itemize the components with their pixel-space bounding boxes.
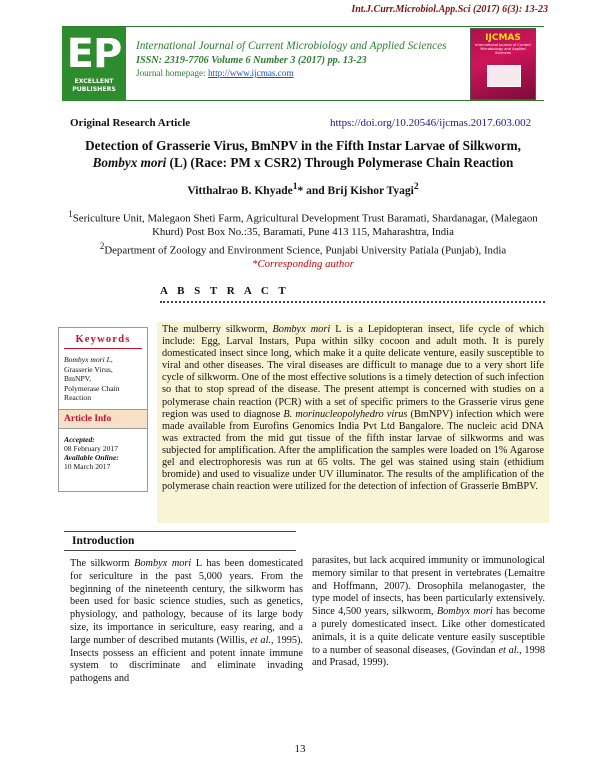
- journal-homepage: [136, 68, 456, 78]
- available-online-date: 10 March 2017: [64, 461, 111, 471]
- authors-and: and: [303, 184, 328, 197]
- affiliation-2-text: Department of Zoology and Environment Science, Punjabi University Patiala (Punjab), India: [104, 244, 507, 257]
- affiliation-2: [64, 240, 542, 258]
- available-online-label: Available Online:: [64, 452, 119, 462]
- title-species: Bombyx mori: [92, 155, 167, 170]
- authors: [64, 181, 542, 197]
- affiliation-1-text: Sericulture Unit, Malegaon Sheti Farm, Agricultural Development Trust Baramati, Shardanagar, (Malegaon Khurd) Post Box No.:35, Baramati, Pune 413 115, Maharashtra, India: [72, 212, 538, 239]
- article-type: Original Research Article: [70, 117, 191, 129]
- author-2-affil: 2: [413, 181, 419, 192]
- keyword-item: Grasserie Virus,: [64, 364, 113, 374]
- author-1-corresponding-mark: *: [297, 184, 304, 197]
- journal-name: International Journal of Current Microbiology and Applied Sciences: [136, 40, 447, 52]
- keywords-box: [58, 327, 148, 409]
- accepted-label: Accepted:: [64, 434, 95, 444]
- cover-title: IJCMAS: [485, 33, 521, 43]
- article-info-body: [58, 429, 148, 492]
- author-1: Vitthalrao B. Khyade: [187, 184, 293, 197]
- homepage-label: Journal homepage:: [136, 68, 208, 78]
- cover-image: [487, 65, 521, 87]
- running-head: Int.J.Curr.Microbiol.App.Sci (2017) 6(3): 13-23: [351, 4, 548, 15]
- keywords-list: [64, 355, 142, 403]
- title-line2: (L) (Race: PM x CSR2) Through Polymerase Chain Reaction: [166, 155, 514, 170]
- keyword-item: Reaction: [64, 393, 91, 403]
- journal-cover-thumbnail: [470, 28, 536, 100]
- logo-mark: EP: [66, 31, 122, 77]
- author-1-affil: 1: [292, 181, 298, 192]
- affiliation-1-num: 1: [68, 209, 73, 219]
- keyword-item: Bombyx mori L,: [64, 355, 113, 364]
- affiliation-1: [64, 208, 542, 240]
- keywords-title: Keywords: [64, 330, 142, 349]
- doi: [330, 117, 531, 129]
- doi-link[interactable]: https://doi.org/10.20546/ijcmas.2017.603.002: [330, 117, 532, 129]
- abstract-heading: A B S T R A C T: [160, 285, 545, 303]
- intro-column-left: The silkworm Bombyx mori L has been domesticated for sericulture in the past 5,000 years. From the beginning of the nineteenth century, the silkworm has been used for basic science studies, such as genetics, physiology, and pathology, because of its large body size, its importance in sericulture, easy rearing, and a large number of described mutants (Willis, et al., 1995). Insects possess an efficient and potent innate immune system to discriminate and eliminate invading pathogens and: [70, 558, 304, 685]
- article-title: [64, 137, 542, 171]
- page-number: 13: [294, 743, 306, 755]
- abstract-body: The mulberry silkworm, Bombyx mori L is a Lepidopteran insect, life cycle of which include: Egg, Larval Instars, Pupa within silky cocoon and adult moth. It is purely domesticated insect since long, which make it a quite delicate venture, easily susceptible to viral and other diseases. The viral diseases are difficult to manage due to a very short life cycle of silkworm. One of the most effective solutions is a timely detection of such infection so that to stop spread of the disease. The present attempt is concerned with studies on a polymerase chain reaction (PCR) with a set of specific primers to the Grasserie virus gene region was used to diagnose B. morinucleopolyhedro virus (BmNPV) infection which were made available from Eurofins Genomics India Pvt Ltd Bangalore. The nucleic acid DNA was extracted from the mid gut tissue of the fifth instar larvae of silkworms and was subjected for amplification. After the amplification the samples were loaded on 1% Agarose gel and electrophoresis was run at 65 volts. The gel was stained using stain (ethidium bromide) and used to visualize under UV illuminator. The results of the amplification of the polymerase chain reaction were utilized for the detection of infection of Grasserie BmBPV.: [157, 322, 549, 523]
- keyword-item: Polymerase Chain: [64, 383, 120, 393]
- affiliations: [64, 208, 542, 271]
- issn-line: ISSN: 2319-7706 Volume 6 Number 3 (2017) pp. 13-23: [136, 55, 367, 66]
- article-info-title: Article Info: [58, 409, 148, 429]
- affiliation-2-num: 2: [99, 240, 105, 251]
- logo-publisher-text: EXCELLENT PUBLISHERS: [72, 78, 116, 93]
- title-line1: Detection of Grasserie Virus, BmNPV in the Fifth Instar Larvae of Silkworm,: [85, 138, 521, 153]
- intro-column-right: parasites, but lack acquired immunity or immunological memory similar to that present in vertebrates (Lemaitre and Hoffmann, 2007). Drosophila melanogaster, the type model of insects, has been particularly extensively. Since 4,500 years, silkworm, Bombyx mori has become a purely domesticated insect. Like other domesticated animals, it is a quite delicate venture easily susceptible to a number of seasonal diseases, (Govindan et al., 1998 and Prasad, 1999).: [312, 555, 545, 669]
- cover-subtitle: International Journal of Current Microbiology and Applied Sciences: [475, 43, 531, 56]
- corresponding-author: *Corresponding author: [252, 257, 354, 270]
- homepage-link[interactable]: http://www.ijcmas.com: [207, 68, 294, 78]
- article-sidebar: [58, 327, 148, 492]
- journal-info: [136, 40, 456, 78]
- author-2: Brij Kishor Tyagi: [327, 184, 414, 197]
- introduction-heading: Introduction: [64, 531, 296, 551]
- publisher-logo: [62, 27, 126, 101]
- accepted-date: 08 February 2017: [64, 443, 118, 453]
- keyword-item: BmNPV,: [64, 374, 92, 384]
